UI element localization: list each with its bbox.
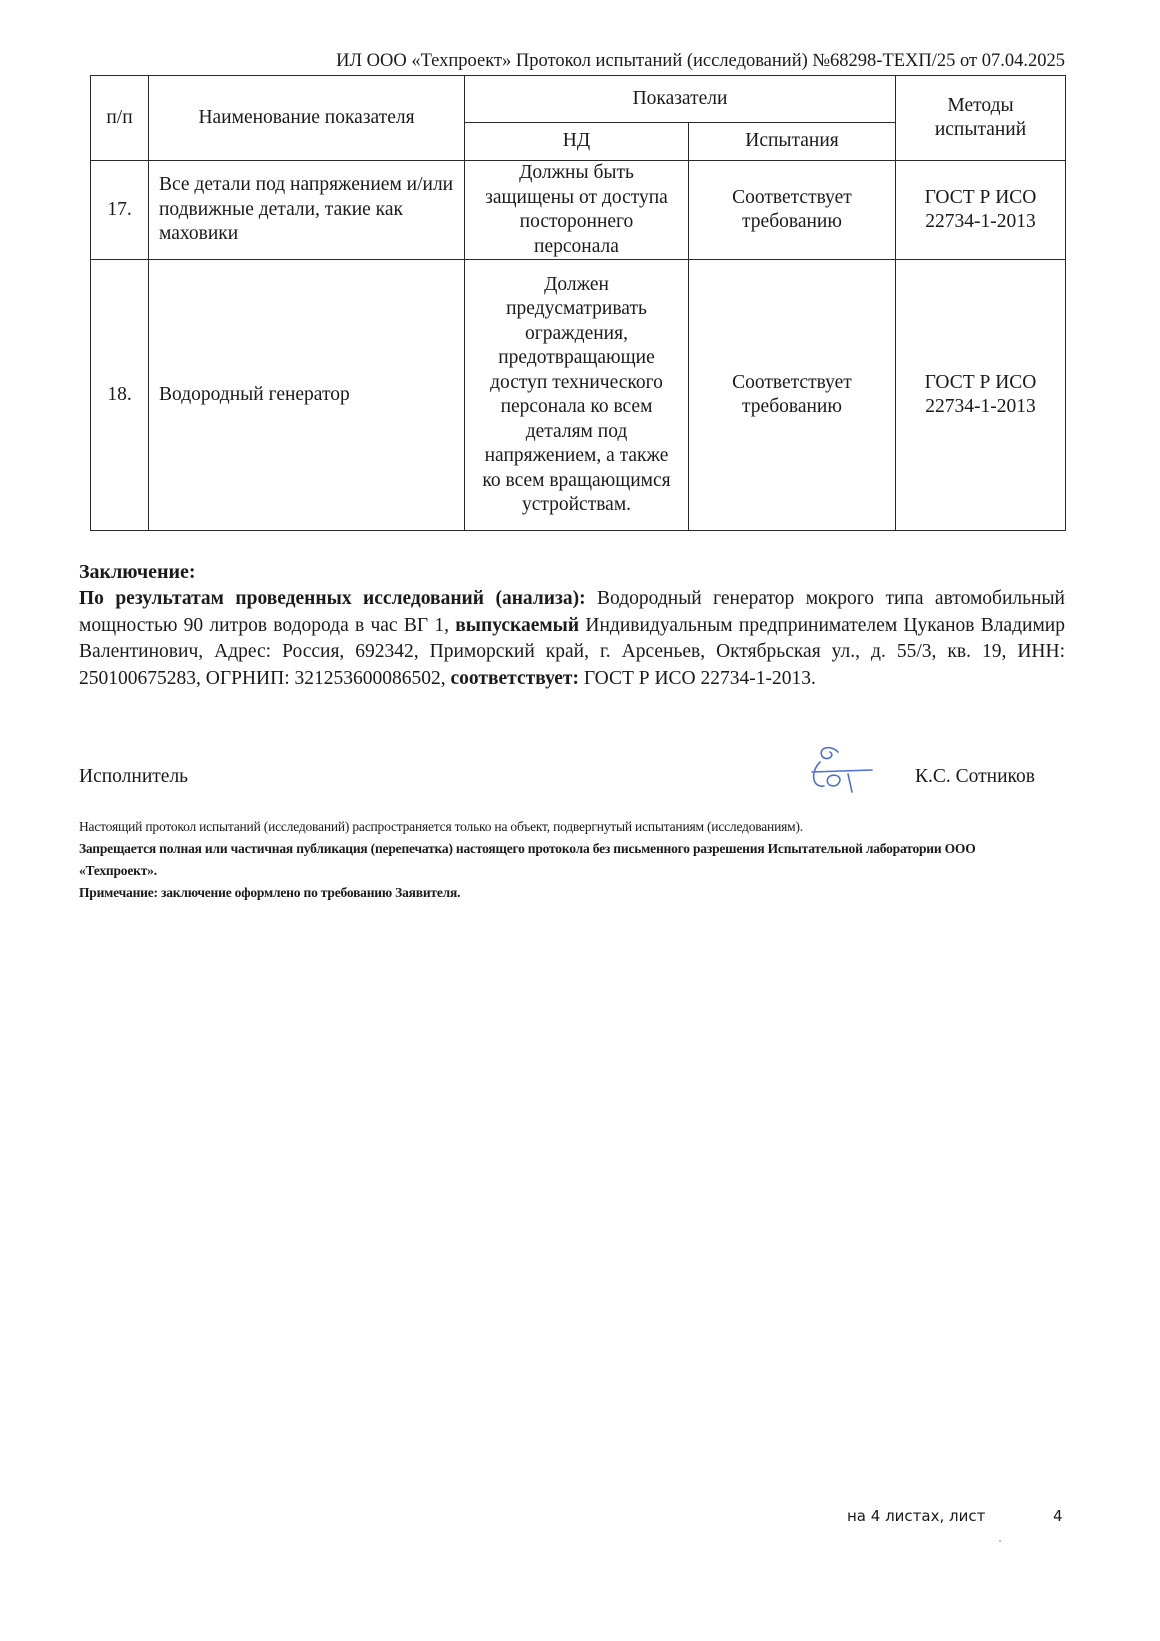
note-scope: Настоящий протокол испытаний (исследований) распространяется только на объект, подвергнутый испытаниям (исследованиям). <box>79 819 803 834</box>
conclusion-product: Водородный генератор мокрого типа автомобильный мощностью 90 литров водорода в час ВГ 1, <box>79 588 1065 636</box>
handwritten-signature <box>808 742 878 797</box>
conclusion-verdict-label: соответствует: <box>450 667 579 689</box>
protocol-header: ИЛ ООО «Техпроект» Протокол испытаний (исследований) №68298-ТЕХП/25 от 07.04.2025 <box>336 51 1065 71</box>
row-nd-requirement: Должен предусматривать ограждения, предотвращающие доступ технического персонала ко всем деталям под напряжением, а также ко всем вращающимся устройствам. <box>465 260 689 531</box>
column-header-nd: НД <box>465 123 689 161</box>
note-publication-restriction: Запрещается полная или частичная публикация (перепечатка) настоящего протокола без письменного разрешения Испытательной лаборатории ООО «Техпроект». <box>79 841 976 878</box>
column-header-tests: Испытания <box>689 123 896 161</box>
column-header-num: п/п <box>91 76 149 161</box>
row-test-method: ГОСТ Р ИСО 22734-1-2013 <box>896 260 1066 531</box>
column-header-indicators: Показатели <box>465 76 896 123</box>
results-table <box>90 75 1066 531</box>
signer-name: К.С. Сотников <box>915 766 1035 787</box>
conclusion-text <box>79 586 1065 692</box>
column-header-name: Наименование показателя <box>149 76 465 161</box>
table-header-row <box>91 76 1066 123</box>
row-number: 18. <box>91 260 149 531</box>
page-number: 4 <box>1053 1507 1063 1525</box>
conclusion-manufacturer-label: выпускаемый <box>455 614 580 636</box>
conclusion-manufacturer: Индивидуальным предпринимателем Цуканов Владимир Валентинович, Адрес: Россия, 692342, Приморский край, г. Арсеньев, Октябрьская ул., д. 55/3, кв. 19, ИНН: 250100675283, ОГРНИП: 321253600086502, <box>79 614 1065 689</box>
note-remark: Примечание: заключение оформлено по требованию Заявителя. <box>79 885 461 900</box>
table-row <box>91 260 1066 531</box>
row-nd-requirement: Должны быть защищены от доступа постороннего персонала <box>465 161 689 260</box>
conclusion-standard: ГОСТ Р ИСО 22734-1-2013. <box>578 667 816 689</box>
conclusion-title: Заключение: <box>79 561 196 583</box>
table-row <box>91 161 1066 260</box>
executor-label: Исполнитель <box>79 766 189 787</box>
page-count-label: на 4 листах, лист <box>847 1507 986 1525</box>
row-test-method: ГОСТ Р ИСО 22734-1-2013 <box>896 161 1066 260</box>
conclusion-section <box>79 560 1065 692</box>
column-header-methods: Методы испытаний <box>896 76 1066 161</box>
conclusion-lead: По результатам проведенных исследований (анализа): <box>79 588 586 609</box>
scan-speck <box>999 1540 1001 1542</box>
row-test-result: Соответствует требованию <box>689 260 896 531</box>
row-number: 17. <box>91 161 149 260</box>
row-indicator-name: Все детали под напряжением и/или подвижные детали, такие как маховики <box>149 161 465 260</box>
row-indicator-name: Водородный генератор <box>149 260 465 531</box>
notes-section <box>79 816 1079 904</box>
row-test-result: Соответствует требованию <box>689 161 896 260</box>
